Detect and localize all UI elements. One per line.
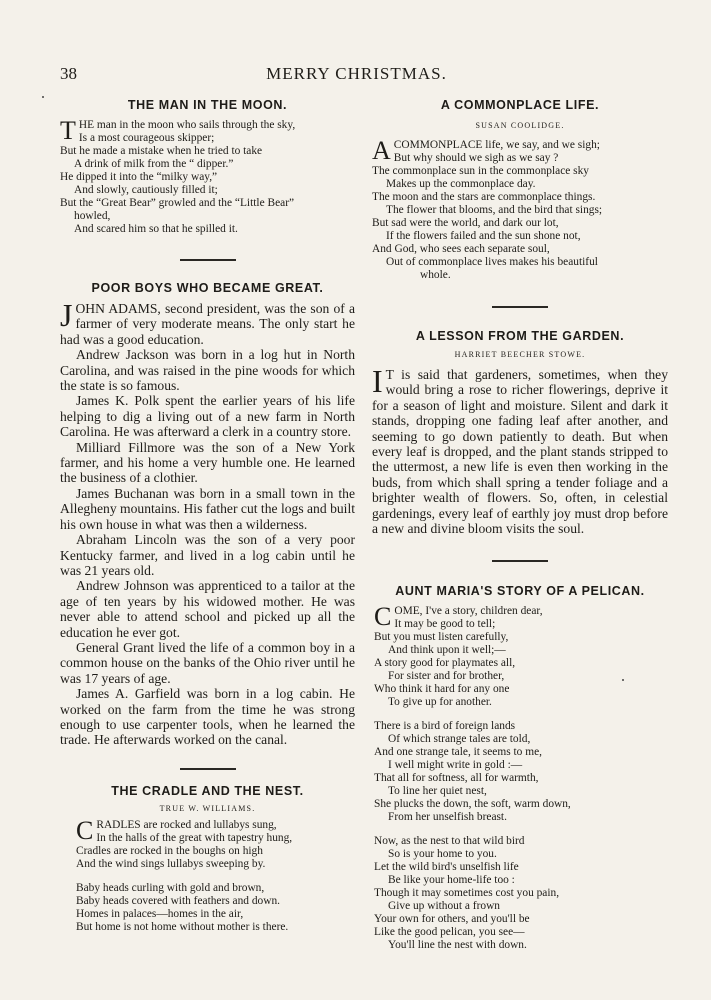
article-byline: SUSAN COOLIDGE. xyxy=(475,121,565,130)
paragraph-text: T is said that gardeners, sometimes, when they would bring a rose to richer flowerings, deprive it for a season of light and moisture. Silent and dark it stands, dropping one fading leaf after another, and seeming to go down patiently to death. But when every leaf is dropped, and the plant stands stripped to the uttermost, a new life is even then working in the buds, from which shall spring a tender foliage and a brighter wealth of flowers. So, often, in celestial gardenings, every leaf of earthly joy must drop before a new and divine bloom visits the soul. xyxy=(372,367,668,537)
article-title: AUNT MARIA'S STORY OF A PELICAN. xyxy=(395,584,645,599)
poem-line: There is a bird of foreign lands xyxy=(374,720,516,733)
poem-line: RADLES are rocked and lullabys sung, xyxy=(96,818,277,831)
article-commonplace-life xyxy=(372,98,668,282)
paragraph xyxy=(372,363,668,537)
section-divider xyxy=(492,306,548,308)
poem-line: So is your home to you. xyxy=(388,848,497,861)
poem-line: Out of commonplace lives makes his beautiful xyxy=(386,256,598,268)
poem-line: Is a most courageous skipper; xyxy=(78,132,215,144)
article-title: A COMMONPLACE LIFE. xyxy=(440,98,600,112)
section-divider xyxy=(492,560,548,562)
paragraph xyxy=(60,297,355,347)
drop-cap: A xyxy=(372,136,391,165)
poem-line: A drink of milk from the “ dipper.” xyxy=(74,158,234,170)
poem-line: But home is not home without mother is there. xyxy=(76,920,289,933)
poem-line: It may be good to tell; xyxy=(394,618,496,631)
poem-line: Baby heads covered with feathers and down. xyxy=(76,894,281,907)
stanza-break xyxy=(374,709,668,720)
right-column xyxy=(372,98,668,952)
poem-line: Baby heads curling with gold and brown, xyxy=(76,881,265,894)
poem-line: The commonplace sun in the commonplace sky xyxy=(372,165,589,177)
article-title: POOR BOYS WHO BECAME GREAT. xyxy=(91,281,324,295)
drop-cap: C xyxy=(374,602,392,632)
poem-line: HE man in the moon who sails through the sky, xyxy=(78,119,296,131)
section-divider xyxy=(180,768,236,770)
article-cradle-and-nest xyxy=(60,784,355,934)
paper-speck xyxy=(622,679,624,681)
poem-line: And God, who sees each separate soul, xyxy=(372,243,550,255)
poem-line: But he made a mistake when he tried to take xyxy=(60,145,263,157)
paragraph: James Buchanan was born in a small town in the Allegheny mountains. His father cut the logs and built his own house in what was then a wilderness. xyxy=(60,485,355,532)
section-divider xyxy=(180,259,236,261)
paragraph: James A. Garfield was born in a log cabin. He worked on the farm from the time he was strong enough to use carpenter tools, when he learned the trade. He afterwards worked on the canal. xyxy=(60,686,355,748)
paper-speck xyxy=(42,96,44,98)
paragraph: Abraham Lincoln was the son of a very poor Kentucky farmer, and lived in a log cabin until he was 21 years old. xyxy=(60,532,355,578)
stanza-break xyxy=(374,824,668,835)
poem-body xyxy=(372,602,668,952)
article-title: A LESSON FROM THE GARDEN. xyxy=(415,329,625,343)
article-byline: TRUE W. WILLIAMS. xyxy=(159,803,256,813)
poem-line: But the “Great Bear” growled and the “Little Bear” xyxy=(60,197,295,209)
poem-line: Give up without a frown xyxy=(388,900,500,913)
poem-line: Let the wild bird's unselfish life xyxy=(374,861,519,874)
article-title: THE MAN IN THE MOON. xyxy=(127,98,288,112)
paragraph-text: OHN ADAMS, second president, was the son of a farmer of very moderate means. The only start he had was a good education. xyxy=(60,301,355,347)
poem-line: OME, I've a story, children dear, xyxy=(394,605,543,618)
poem-line: And one strange tale, it seems to me, xyxy=(374,746,542,759)
poem-line: The moon and the stars are commonplace things. xyxy=(372,191,596,203)
poem-line: Be like your home-life too : xyxy=(388,874,515,887)
poem-line: But why should we sigh as we say ? xyxy=(393,152,559,164)
poem-line: Who think it hard for any one xyxy=(374,683,510,696)
poem-line: I well might write in gold :— xyxy=(388,759,523,772)
poem-line: For sister and for brother, xyxy=(388,670,505,683)
poem-body xyxy=(372,136,668,282)
poem-line: Now, as the nest to that wild bird xyxy=(374,835,525,848)
running-head: MERRY CHRISTMAS. xyxy=(266,64,447,83)
article-pelican xyxy=(372,584,668,952)
poem-line: Homes in palaces—homes in the air, xyxy=(76,907,244,920)
drop-cap: C xyxy=(76,815,94,845)
page-number: 38 xyxy=(60,64,77,83)
poem-line: COMMONPLACE life, we say, and we sigh; xyxy=(393,139,600,151)
poem-line: And the wind sings lullabys sweeping by. xyxy=(76,857,266,870)
poem-line: And scared him so that he spilled it. xyxy=(74,223,238,235)
article-lesson-from-garden xyxy=(372,329,668,536)
poem-line: To give up for another. xyxy=(388,696,492,709)
poem-body xyxy=(60,116,355,236)
paragraph: General Grant lived the life of a common boy in a common house on the banks of the Ohio river until he was 17 years of age. xyxy=(60,639,355,686)
poem-line: If the flowers failed and the sun shone not, xyxy=(386,230,581,242)
paragraph: James K. Polk spent the earlier years of his life helping to dig a living out of a new farm in North Carolina. He was afterward a clerk in a country store. xyxy=(60,393,355,440)
poem-line: Though it may sometimes cost you pain, xyxy=(374,887,560,900)
article-poor-boys xyxy=(60,281,355,748)
paragraph: Milliard Fillmore was the son of a New York farmer, and his home a very humble one. He learned the business of a clothier. xyxy=(60,439,355,486)
article-body xyxy=(372,363,668,537)
article-title: THE CRADLE AND THE NEST. xyxy=(111,783,304,798)
poem-line: A story good for playmates all, xyxy=(374,657,516,670)
article-body xyxy=(60,297,355,748)
poem-body xyxy=(60,815,355,934)
drop-cap: J xyxy=(60,297,73,333)
poem-line: whole. xyxy=(420,269,451,281)
article-man-in-the-moon xyxy=(60,98,355,236)
poem-line: Your own for others, and you'll be xyxy=(374,913,530,926)
poem-line: Like the good pelican, you see— xyxy=(374,926,525,939)
poem-line: He dipped it into the “milky way,” xyxy=(60,171,218,183)
poem-line: But you must listen carefully, xyxy=(374,631,509,644)
stanza-break xyxy=(76,871,355,882)
poem-line: And slowly, cautiously filled it; xyxy=(74,184,218,196)
poem-line: She plucks the down, the soft, warm down, xyxy=(374,798,571,811)
poem-line: You'll line the nest with down. xyxy=(388,939,527,952)
paragraph: Andrew Jackson was born in a log hut in North Carolina, and was raised in the pine woods for which the state is so famous. xyxy=(60,347,355,394)
drop-cap: I xyxy=(372,363,383,399)
poem-line: In the halls of the great with tapestry hung, xyxy=(96,831,293,844)
poem-line: And think upon it well;— xyxy=(388,644,506,657)
poem-line: Cradles are rocked in the boughs on high xyxy=(76,844,263,857)
poem-line: But sad were the world, and dark our lot, xyxy=(372,217,559,229)
poem-line: From her unselfish breast. xyxy=(388,811,507,824)
poem-line: Of which strange tales are told, xyxy=(388,733,531,746)
poem-line: howled, xyxy=(74,210,111,222)
poem-line: Makes up the commonplace day. xyxy=(386,178,536,190)
paragraph: Andrew Johnson was apprenticed to a tailor at the age of ten years by his widowed mother. He was never able to attend school and picked up all the education he ever got. xyxy=(60,578,355,640)
left-column xyxy=(60,98,355,934)
poem-line: To line her quiet nest, xyxy=(388,785,487,798)
drop-cap: T xyxy=(60,116,76,145)
poem-line: That all for softness, all for warmth, xyxy=(374,772,539,785)
article-byline: HARRIET BEECHER STOWE. xyxy=(454,350,586,359)
poem-line: The flower that blooms, and the bird that sings; xyxy=(386,204,603,216)
page-header xyxy=(50,64,663,84)
